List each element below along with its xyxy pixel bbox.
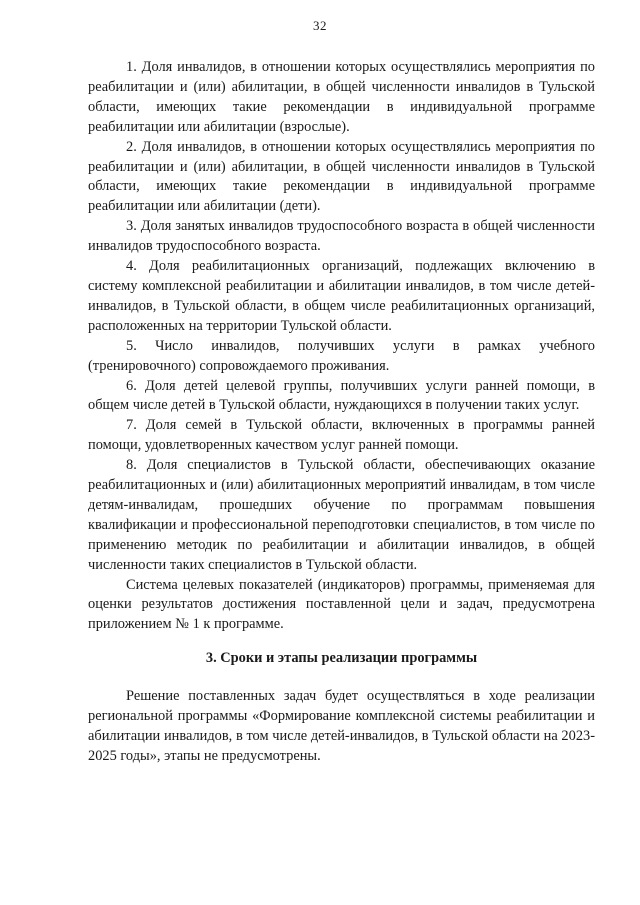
section-heading: 3. Сроки и этапы реализации программы	[205, 650, 478, 667]
document-body	[88, 58, 595, 767]
indicators-system-paragraph: Система целевых показателей (индикаторов) программы, применяемая для оценки результатов достижения поставленной цели и задач, предусмотрена приложением № 1 к программе.	[88, 576, 595, 633]
indicator-4: 4. Доля реабилитационных организаций, подлежащих включению в систему комплексной реабилитации и абилитации инвалидов, в том числе детей-инвалидов, в Тульской области, в общем числе реабилитационных организаций, расположенных на территории Тульской области.	[88, 258, 595, 334]
indicator-8: 8. Доля специалистов в Тульской области, обеспечивающих оказание реабилитационных и (или) абилитационных мероприятий инвалидам, в том числе детям-инвалидам, прошедших обучение по программам повышения квалификации и профессиональной переподготовки специалистов, в том числе по применению методик по реабилитации и абилитации инвалидов, в общей численности таких специалистов в Тульской области.	[88, 457, 595, 573]
indicator-2: 2. Доля инвалидов, в отношении которых осуществлялись мероприятия по реабилитации и (или) абилитации, в общей численности инвалидов в Тульской области, имеющих такие рекомендации в индивидуальной программе реабилитации или абилитации (дети).	[88, 138, 595, 215]
indicator-3: 3. Доля занятых инвалидов трудоспособного возраста в общей численности инвалидов трудоспособного возраста.	[88, 218, 595, 255]
indicator-6: 6. Доля детей целевой группы, получивших услуги ранней помощи, в общем числе детей в Тульской области, нуждающихся в получении таких услуг.	[88, 377, 595, 414]
section-body-paragraph: Решение поставленных задач будет осуществляться в ходе реализации региональной программы «Формирование комплексной системы реабилитации и абилитации инвалидов, в том числе детей-инвалидов, в Тульской области на 2023-2025 годы», этапы не предусмотрены.	[88, 688, 595, 764]
indicator-1: 1. Доля инвалидов, в отношении которых осуществлялись мероприятия по реабилитации и (или) абилитации, в общей численности инвалидов в Тульской области, имеющих такие рекомендации в индивидуальной программе реабилитации или абилитации (взрослые).	[88, 59, 595, 135]
page-number: 32	[313, 18, 327, 33]
indicator-5: 5. Число инвалидов, получивших услуги в рамках учебного (тренировочного) сопровождаемого проживания.	[88, 337, 595, 374]
indicator-7: 7. Доля семей в Тульской области, включенных в программы ранней помощи, удовлетворенных качеством услуг ранней помощи.	[88, 417, 595, 454]
